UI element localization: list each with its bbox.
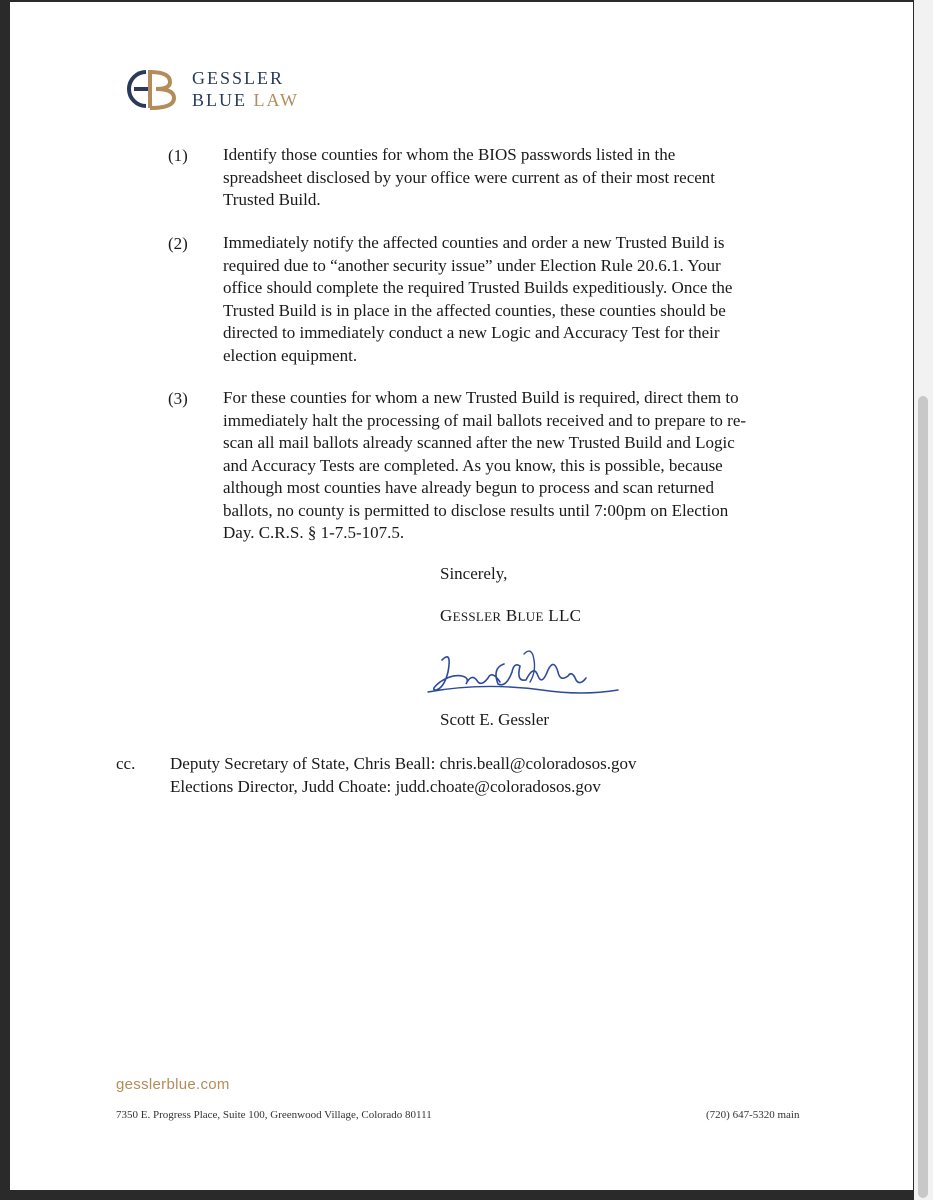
item-2-line: Immediately notify the affected counties and order a new Trusted Build is xyxy=(223,233,725,252)
firm-smallcaps-lue: LUE xyxy=(517,609,544,624)
footer-website: gesslerblue.com xyxy=(116,1076,230,1093)
item-1-number: (1) xyxy=(168,146,188,165)
scrollbar-thumb[interactable] xyxy=(918,396,928,1198)
item-3-line: although most counties have already begun to process and scan returned xyxy=(223,478,714,497)
firm-smallcaps-essler: ESSLER xyxy=(452,609,502,624)
firm-initial-b: B xyxy=(505,606,518,625)
item-1-line: Identify those counties for whom the BIOS passwords listed in the xyxy=(223,145,676,164)
item-3-line: scan all mail ballots already scanned after the new Trusted Build and Logic xyxy=(223,433,735,452)
item-2-line: election equipment. xyxy=(223,345,358,365)
item-3-line: ballots, no county is permitted to disclose results until 7:00pm on Election xyxy=(223,500,729,520)
firm-name xyxy=(440,606,581,626)
cc-recipient-2: Elections Director, Judd Choate: judd.choate@coloradosos.gov xyxy=(170,777,601,796)
item-2-line: office should complete the required Trusted Builds expeditiously. Once the xyxy=(223,278,733,297)
item-2-text xyxy=(223,232,823,367)
item-3-number: (3) xyxy=(168,389,188,408)
item-2-line: required due to “another security issue” under Election Rule 20.6.1. Your xyxy=(223,255,721,275)
signer-name: Scott E. Gessler xyxy=(440,710,550,729)
item-3-line: immediately halt the processing of mail ballots received and to prepare to re- xyxy=(223,410,747,430)
firm-llc: LLC xyxy=(548,606,582,625)
cc-label: cc. xyxy=(116,754,136,773)
item-1-text xyxy=(223,144,823,212)
footer-address: 7350 E. Progress Place, Suite 100, Greenwood Village, Colorado 80111 xyxy=(116,1109,432,1121)
logo-text-gessler: GESSLER xyxy=(192,68,285,88)
item-1-line: Trusted Build. xyxy=(223,190,321,209)
item-3-line: For these counties for whom a new Trusted Build is required, direct them to xyxy=(223,388,739,407)
firm-initial-g: G xyxy=(440,606,453,625)
item-1-line: spreadsheet disclosed by your office were current as of their most recent xyxy=(223,167,716,187)
logo-text-law: LAW xyxy=(253,90,300,110)
firm-logo xyxy=(126,64,326,114)
gessler-blue-logo-icon xyxy=(126,64,184,114)
closing-salutation: Sincerely, xyxy=(440,564,508,583)
item-3-line: and Accuracy Tests are completed. As you know, this is possible, because xyxy=(223,455,723,475)
handwritten-signature xyxy=(422,642,622,712)
item-3-line: Day. C.R.S. § 1-7.5-107.5. xyxy=(223,523,405,542)
logo-text-blue-law xyxy=(192,90,299,111)
logo-text-blue: BLUE xyxy=(192,90,247,110)
item-2-number: (2) xyxy=(168,234,188,253)
document-page xyxy=(10,2,913,1190)
item-3-text xyxy=(223,387,823,545)
footer-phone: (720) 647-5320 main xyxy=(706,1109,800,1121)
item-2-line: Trusted Build is in place in the affected counties, these counties should be xyxy=(223,300,726,320)
cc-recipient-1: Deputy Secretary of State, Chris Beall: chris.beall@coloradosos.gov xyxy=(170,754,637,773)
item-2-line: directed to immediately conduct a new Logic and Accuracy Test for their xyxy=(223,323,720,342)
